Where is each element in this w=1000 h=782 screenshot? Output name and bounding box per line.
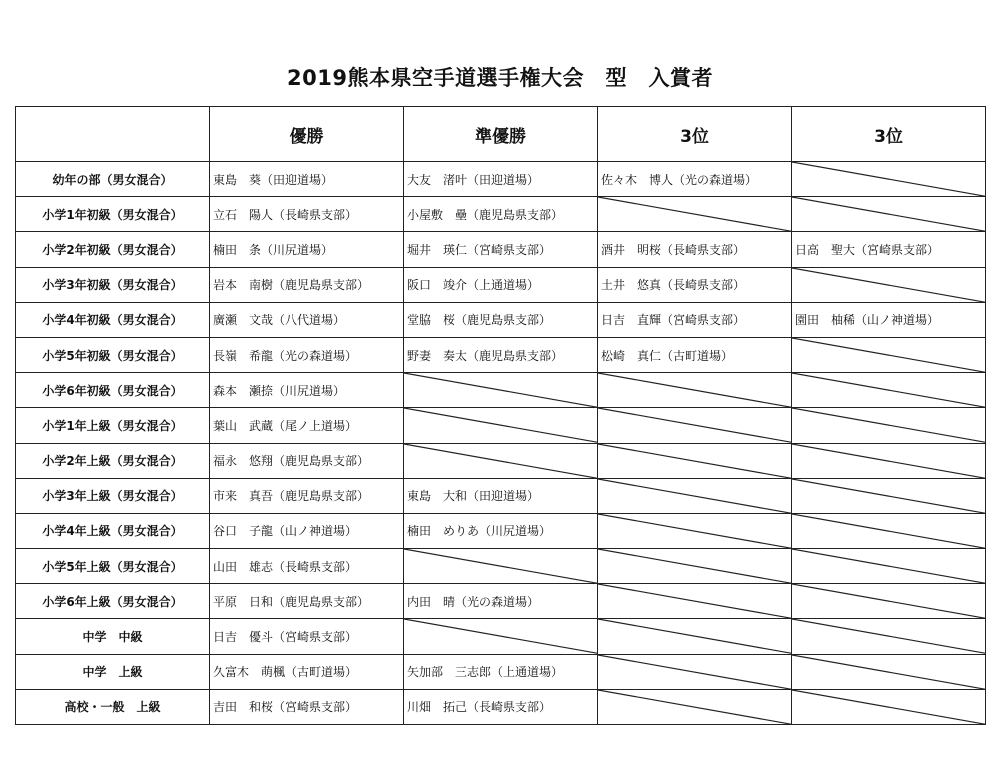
winner-cell: 山田 雄志（長崎県支部） <box>210 549 404 584</box>
empty-slash-cell <box>792 443 986 478</box>
diagonal-slash <box>792 549 985 583</box>
table-row <box>16 232 986 267</box>
empty-slash-cell <box>404 549 598 584</box>
winner-cell: 立石 陽人（長崎県支部） <box>210 197 404 232</box>
third-place-cell: 日吉 直輝（宮崎県支部） <box>598 302 792 337</box>
winner-cell: 長嶺 希龍（光の森道場） <box>210 337 404 372</box>
table-row <box>16 654 986 689</box>
diagonal-slash <box>792 338 985 372</box>
table-row <box>16 689 986 724</box>
empty-slash-cell <box>404 373 598 408</box>
empty-slash-cell <box>598 689 792 724</box>
winner-cell: 岩本 南樹（鹿児島県支部） <box>210 267 404 302</box>
winner-cell: 日吉 優斗（宮崎県支部） <box>210 619 404 654</box>
table-row <box>16 197 986 232</box>
diagonal-slash <box>598 197 791 231</box>
header-first-place: 優勝 <box>210 107 404 162</box>
empty-slash-cell <box>598 549 792 584</box>
diagonal-slash <box>404 549 597 583</box>
runner-up-cell: 楠田 めりあ（川尻道場） <box>404 513 598 548</box>
diagonal-slash <box>792 479 985 513</box>
table-row <box>16 302 986 337</box>
category-cell: 小学6年上級（男女混合） <box>16 584 210 619</box>
runner-up-cell: 堂脇 桜（鹿児島県支部） <box>404 302 598 337</box>
diagonal-slash <box>792 162 985 196</box>
winner-cell: 東島 葵（田迎道場） <box>210 162 404 197</box>
empty-slash-cell <box>792 373 986 408</box>
table-row <box>16 619 986 654</box>
empty-slash-cell <box>792 267 986 302</box>
results-table <box>15 106 986 725</box>
third-place-cell: 園田 柚稀（山ノ神道場） <box>792 302 986 337</box>
empty-slash-cell <box>792 689 986 724</box>
winner-cell: 吉田 和桜（宮崎県支部） <box>210 689 404 724</box>
diagonal-slash <box>598 408 791 442</box>
category-cell: 小学1年初級（男女混合） <box>16 197 210 232</box>
empty-slash-cell <box>792 408 986 443</box>
empty-slash-cell <box>792 162 986 197</box>
category-cell: 小学4年上級（男女混合） <box>16 513 210 548</box>
diagonal-slash <box>598 655 791 689</box>
empty-slash-cell <box>792 654 986 689</box>
empty-slash-cell <box>404 619 598 654</box>
runner-up-cell: 小屋敷 壘（鹿児島県支部） <box>404 197 598 232</box>
winner-cell: 森本 瀬捺（川尻道場） <box>210 373 404 408</box>
table-row <box>16 443 986 478</box>
runner-up-cell: 野妻 奏太（鹿児島県支部） <box>404 337 598 372</box>
third-place-cell: 松崎 真仁（古町道場） <box>598 337 792 372</box>
third-place-cell: 佐々木 博人（光の森道場） <box>598 162 792 197</box>
diagonal-slash <box>598 549 791 583</box>
category-cell: 小学5年初級（男女混合） <box>16 337 210 372</box>
category-cell: 幼年の部（男女混合） <box>16 162 210 197</box>
table-row <box>16 337 986 372</box>
diagonal-slash <box>404 444 597 478</box>
diagonal-slash <box>792 408 985 442</box>
diagonal-slash <box>792 373 985 407</box>
winner-cell: 廣瀬 文哉（八代道場） <box>210 302 404 337</box>
category-cell: 小学3年上級（男女混合） <box>16 478 210 513</box>
category-cell: 中学 中級 <box>16 619 210 654</box>
table-row <box>16 513 986 548</box>
empty-slash-cell <box>598 443 792 478</box>
category-cell: 高校・一般 上級 <box>16 689 210 724</box>
empty-slash-cell <box>792 197 986 232</box>
empty-slash-cell <box>598 373 792 408</box>
table-row <box>16 478 986 513</box>
category-cell: 小学6年初級（男女混合） <box>16 373 210 408</box>
table-row <box>16 373 986 408</box>
category-cell: 小学1年上級（男女混合） <box>16 408 210 443</box>
diagonal-slash <box>792 514 985 548</box>
third-place-cell: 土井 悠真（長崎県支部） <box>598 267 792 302</box>
table-row <box>16 584 986 619</box>
runner-up-cell: 内田 晴（光の森道場） <box>404 584 598 619</box>
diagonal-slash <box>792 584 985 618</box>
diagonal-slash <box>792 268 985 302</box>
page-title: 2019熊本県空手道選手権大会 型 入賞者 <box>287 66 713 90</box>
empty-slash-cell <box>598 408 792 443</box>
empty-slash-cell <box>792 337 986 372</box>
category-cell: 小学2年上級（男女混合） <box>16 443 210 478</box>
empty-slash-cell <box>598 197 792 232</box>
diagonal-slash <box>598 690 791 724</box>
diagonal-slash <box>598 479 791 513</box>
runner-up-cell: 大友 渚叶（田迎道場） <box>404 162 598 197</box>
runner-up-cell: 東島 大和（田迎道場） <box>404 478 598 513</box>
diagonal-slash <box>404 619 597 653</box>
third-place-cell: 日高 聖大（宮崎県支部） <box>792 232 986 267</box>
winner-cell: 平原 日和（鹿児島県支部） <box>210 584 404 619</box>
header-row <box>16 107 986 162</box>
category-cell: 中学 上級 <box>16 654 210 689</box>
table-row <box>16 162 986 197</box>
empty-slash-cell <box>598 654 792 689</box>
diagonal-slash <box>598 584 791 618</box>
empty-slash-cell <box>598 584 792 619</box>
empty-slash-cell <box>792 478 986 513</box>
third-place-cell: 酒井 明桜（長崎県支部） <box>598 232 792 267</box>
category-cell: 小学2年初級（男女混合） <box>16 232 210 267</box>
table-row <box>16 549 986 584</box>
diagonal-slash <box>598 619 791 653</box>
winner-cell: 福永 悠翔（鹿児島県支部） <box>210 443 404 478</box>
diagonal-slash <box>792 444 985 478</box>
table-row <box>16 408 986 443</box>
empty-slash-cell <box>792 584 986 619</box>
diagonal-slash <box>404 408 597 442</box>
runner-up-cell: 川畑 拓己（長崎県支部） <box>404 689 598 724</box>
diagonal-slash <box>792 655 985 689</box>
empty-slash-cell <box>404 443 598 478</box>
empty-slash-cell <box>598 619 792 654</box>
category-cell: 小学3年初級（男女混合） <box>16 267 210 302</box>
empty-slash-cell <box>792 619 986 654</box>
category-cell: 小学5年上級（男女混合） <box>16 549 210 584</box>
empty-slash-cell <box>404 408 598 443</box>
winner-cell: 楠田 条（川尻道場） <box>210 232 404 267</box>
winner-cell: 久富木 萌楓（古町道場） <box>210 654 404 689</box>
header-third-place: 3位 <box>598 107 792 162</box>
header-category <box>16 107 210 162</box>
header-third-place: 3位 <box>792 107 986 162</box>
winner-cell: 葉山 武蔵（尾ノ上道場） <box>210 408 404 443</box>
diagonal-slash <box>598 373 791 407</box>
empty-slash-cell <box>598 513 792 548</box>
winner-cell: 市来 真吾（鹿児島県支部） <box>210 478 404 513</box>
winner-cell: 谷口 子龍（山ノ神道場） <box>210 513 404 548</box>
empty-slash-cell <box>598 478 792 513</box>
empty-slash-cell <box>792 513 986 548</box>
diagonal-slash <box>792 690 985 724</box>
diagonal-slash <box>598 514 791 548</box>
runner-up-cell: 矢加部 三志郎（上通道場） <box>404 654 598 689</box>
diagonal-slash <box>792 619 985 653</box>
header-second-place: 準優勝 <box>404 107 598 162</box>
runner-up-cell: 阪口 竣介（上通道場） <box>404 267 598 302</box>
diagonal-slash <box>404 373 597 407</box>
runner-up-cell: 堀井 瑛仁（宮崎県支部） <box>404 232 598 267</box>
category-cell: 小学4年初級（男女混合） <box>16 302 210 337</box>
diagonal-slash <box>792 197 985 231</box>
empty-slash-cell <box>792 549 986 584</box>
table-row <box>16 267 986 302</box>
diagonal-slash <box>598 444 791 478</box>
table-body <box>16 162 986 725</box>
